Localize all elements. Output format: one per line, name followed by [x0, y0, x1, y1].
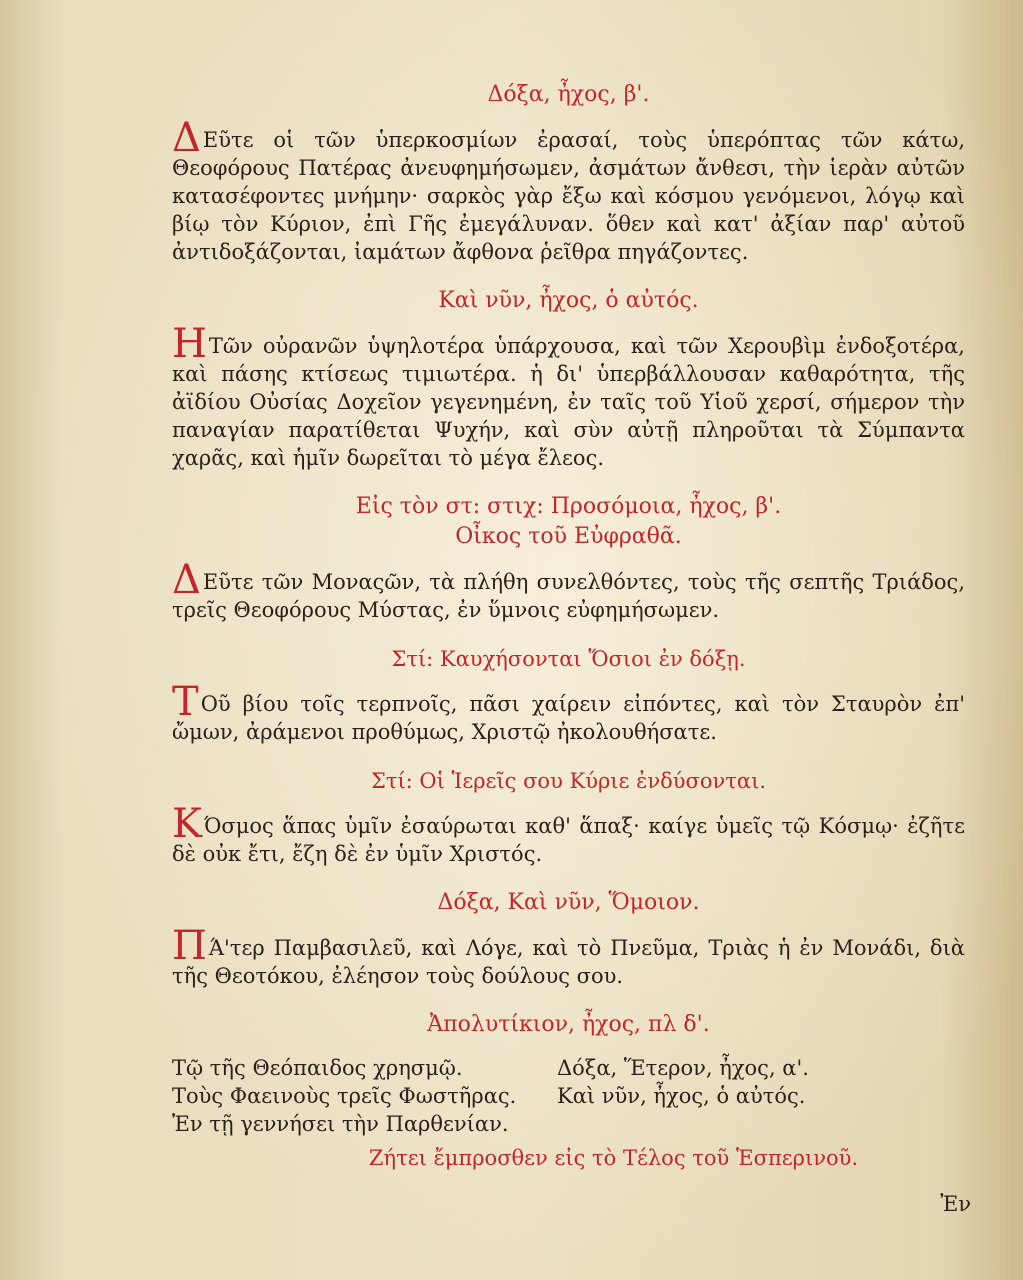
drop-cap: Η: [172, 321, 207, 367]
doxa-heading: Δόξα, ἦχος, β'.: [487, 82, 650, 107]
drop-cap: Κ: [172, 801, 202, 847]
verse-label-1: Στί: Καυχήσονται Ὅσιοι ἐν δόξῃ.: [391, 647, 746, 671]
hymn-paragraph-6: [172, 923, 965, 990]
catchword: Ἐν: [940, 1192, 971, 1216]
eis-heading: Εἰς τὸν στ: στιχ: Προσόμοια, ἦχος, β'.: [355, 494, 782, 519]
apol-left-1: Τῷ τῆς Θεόπαιδος χρησμῷ.: [172, 1056, 463, 1080]
hymn-paragraph-2: [172, 321, 965, 472]
kai-nyn-heading: Καὶ νῦν, ἦχος, ὁ αὐτός.: [438, 288, 699, 313]
drop-cap: Δ: [172, 115, 201, 161]
apol-left-3: Ἐν τῇ γεννήσει τὴν Παρθενίαν.: [172, 1112, 509, 1136]
hymn-text: Ά'τερ Παμβασιλεῦ, καὶ Λόγε, καὶ τὸ Πνεῦμα, Τριὰς ἡ ἐν Μονάδι, διὰ τῆς Θεοτόκου, ἐλέησον τοὺς δούλους σου.: [172, 936, 965, 988]
apol-right-1: Δόξα, Ἕτερον, ἦχος, α'.: [557, 1056, 809, 1080]
verse-label-2: Στί: Οἱ Ἱερεῖς σου Κύριε ἐνδύσονται.: [370, 769, 766, 793]
oikos-heading: Οἶκος τοῦ Εὐφραθᾶ.: [455, 524, 682, 549]
hymn-text: Τῶν οὐρανῶν ὑψηλοτέρα ὑπάρχουσα, καὶ τῶν Χερουβὶμ ἐνδοξοτέρα, καὶ πάσης κτίσεως τιμιωτέρα. ἡ δι' ὑπερβάλλουσαν καθαρότητα, τῆς ἀϊδίου Οὐσίας Δοχεῖον γεγενημένη, ἐν ταῖς τοῦ Υἱοῦ χερσί, σήμερον τὴν παναγίαν παρατίθεται Ψυχήν, καὶ σὺν αὐτῇ πληροῦται τὰ Σύμπαντα χαρᾶς, καὶ ἡμῖν δωρεῖται τὸ μέγα ἔλεος.: [172, 334, 965, 470]
doxa-kai-nyn-heading: Δόξα, Καὶ νῦν, Ὅμοιον.: [437, 890, 700, 915]
hymn-paragraph-4: [172, 679, 965, 746]
hymn-paragraph-5: [172, 801, 965, 868]
apolytikion-heading: Ἀπολυτίκιον, ἦχος, πλ δ'.: [427, 1012, 710, 1037]
hymn-text: Εῦτε οἱ τῶν ὑπερκοσμίων ἐρασαί, τοὺς ὑπερόπτας τῶν κάτω, Θεοφόρους Πατέρας ἀνευφημήσωμεν, ἀσμάτων ἄνθεσι, τὴν ἱερὰν αὐτῶν κατασέφοντες μνήμην· σαρκὸς γὰρ ἔξω καὶ κόσμου γενόμενοι, λόγῳ καὶ βίῳ τὸν Κύριον, ἐπὶ Γῆς ἐμεγάλυναν. ὅθεν καὶ κατ' ἀξίαν παρ' αὐτοῦ ἀντιδοξάζονται, ἰαμάτων ἄφθονα ῥεῖθρα πηγάζοντες.: [172, 128, 965, 264]
apolytikion-table: [172, 1054, 965, 1138]
drop-cap: Δ: [172, 557, 201, 603]
apol-left-2: Τοὺς Φαεινοὺς τρεῖς Φωστῆρας.: [172, 1084, 517, 1108]
hymn-paragraph-1: [172, 115, 965, 266]
apol-right-2: Καὶ νῦν, ἦχος, ὁ αὐτός.: [557, 1084, 806, 1108]
drop-cap: Τ: [172, 679, 199, 725]
hymn-text: Εῦτε τῶν Μοναςῶν, τὰ πλήθη συνελθόντες, τοὺς τῆς σεπτῆς Τριάδος, τρεῖς Θεοφόρους Μύστας, ἐν ὕμνοις εὐφημήσωμεν.: [172, 570, 965, 622]
hymn-text: Οῦ βίου τοῖς τερπνοῖς, πᾶσι χαίρειν εἰπόντες, καὶ τὸν Σταυρὸν ἐπ' ὤμων, ἀράμενοι προθύμως, Χριστῷ ἠκολουθήσατε.: [172, 692, 965, 744]
final-instruction: Ζήτει ἔμπροσθεν εἰς τὸ Τέλος τοῦ Ἑσπερινοῦ.: [368, 1146, 859, 1170]
hymn-text: Όσμος ἅπας ὑμῖν ἐσαύρωται καθ' ἅπαξ· καίγε ὑμεῖς τῷ Κόσμῳ· ἐζῆτε δὲ οὐκ ἔτι, ἔζη δὲ ἐν ὑμῖν Χριστός.: [172, 814, 965, 866]
hymn-paragraph-3: [172, 557, 965, 624]
drop-cap: Π: [172, 923, 207, 969]
